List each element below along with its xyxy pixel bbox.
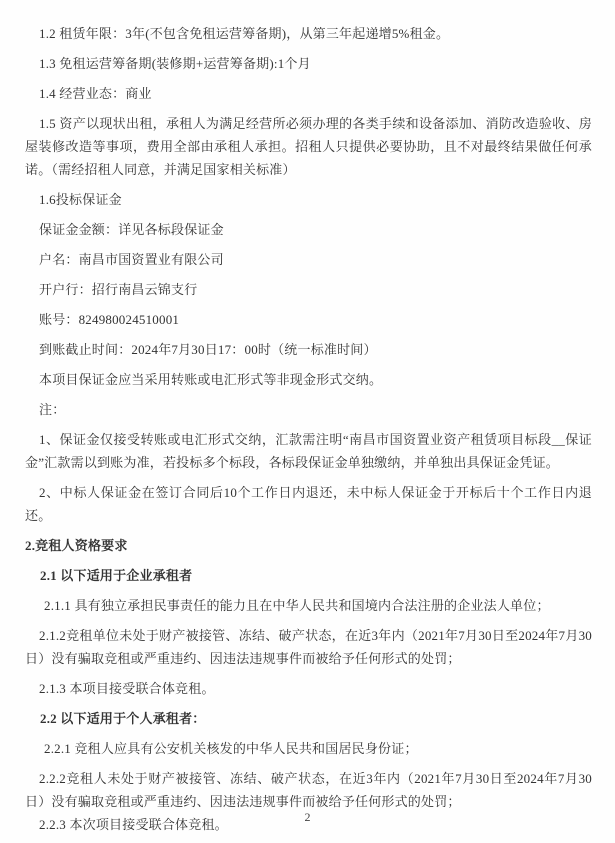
note-label: 注：	[39, 402, 66, 417]
note-2: 2、中标人保证金在签订合同后10个工作日内退还，未中标人保证金于开标后十个工作日内退还。	[25, 485, 592, 523]
clause-1-5: 1.5 资产以现状出租，承租人为满足经营所必须办理的各类手续和设备添加、消防改造验收、房屋装修改造等事项，费用全部由承租人承担。招租人只提供必要协助，且不对最终结果做任何承诺。（需经招租人同意，并满足国家相关标准）	[25, 116, 592, 177]
account-name-line: 户名：南昌市国资置业有限公司	[39, 252, 224, 267]
clause-2-2-3: 2.2.3 本次项目接受联合体竞租。	[39, 817, 228, 832]
deadline-line: 到账截止时间：2024年7月30日17：00时（统一标准时间）	[39, 342, 377, 357]
clause-1-6: 1.6投标保证金	[39, 192, 122, 207]
clause-2-1-3: 2.1.3 本项目接受联合体竞租。	[39, 681, 215, 696]
clause-1-4: 1.4 经营业态：商业	[39, 86, 152, 101]
deposit-amount-line: 保证金金额：详见各标段保证金	[39, 222, 224, 237]
payment-form-line: 本项目保证金应当采用转账或电汇形式等非现金形式交纳。	[39, 372, 383, 387]
clause-2-1-1: 2.1.1 具有独立承担民事责任的能力且在中华人民共和国境内合法注册的企业法人单位；	[44, 598, 550, 613]
clause-2-2-1: 2.2.1 竞租人应具有公安机关核发的中华人民共和国居民身份证；	[44, 741, 418, 756]
clause-2-1-2: 2.1.2竞租单位未处于财产被接管、冻结、破产状态，在近3年内（2021年7月30日至2024年7月30日）没有骗取竞租或严重违约、因违法违规事件而被给予任何形式的处罚；	[25, 628, 592, 666]
clause-1-3: 1.3 免租运营筹备期(装修期+运营筹备期):1个月	[39, 56, 311, 71]
account-number-line: 账号：824980024510001	[39, 312, 180, 327]
note-1: 1、保证金仅接受转账或电汇形式交纳，汇款需注明“南昌市国资置业资产租赁项目标段__保证金”汇款需以到账为准，若投标多个标段，各标段保证金单独缴纳，并单独出具保证金凭证。	[25, 432, 592, 470]
bank-line: 开户行：招行南昌云锦支行	[39, 282, 198, 297]
page-number: 2	[304, 810, 311, 824]
section-2-heading: 2.竞租人资格要求	[25, 538, 128, 553]
clause-2-1-heading: 2.1 以下适用于企业承租者	[40, 568, 193, 583]
clause-2-2-heading: 2.2 以下适用于个人承租者：	[40, 711, 206, 726]
clause-2-2-2: 2.2.2竞租人未处于财产被接管、冻结、破产状态，在近3年内（2021年7月30日至2024年7月30日）没有骗取竞租或严重违约、因违法违规事件而被给予任何形式的处罚；	[25, 771, 592, 809]
clause-1-2: 1.2 租赁年限：3年(不包含免租运营筹备期)，从第三年起递增5%租金。	[39, 26, 450, 41]
